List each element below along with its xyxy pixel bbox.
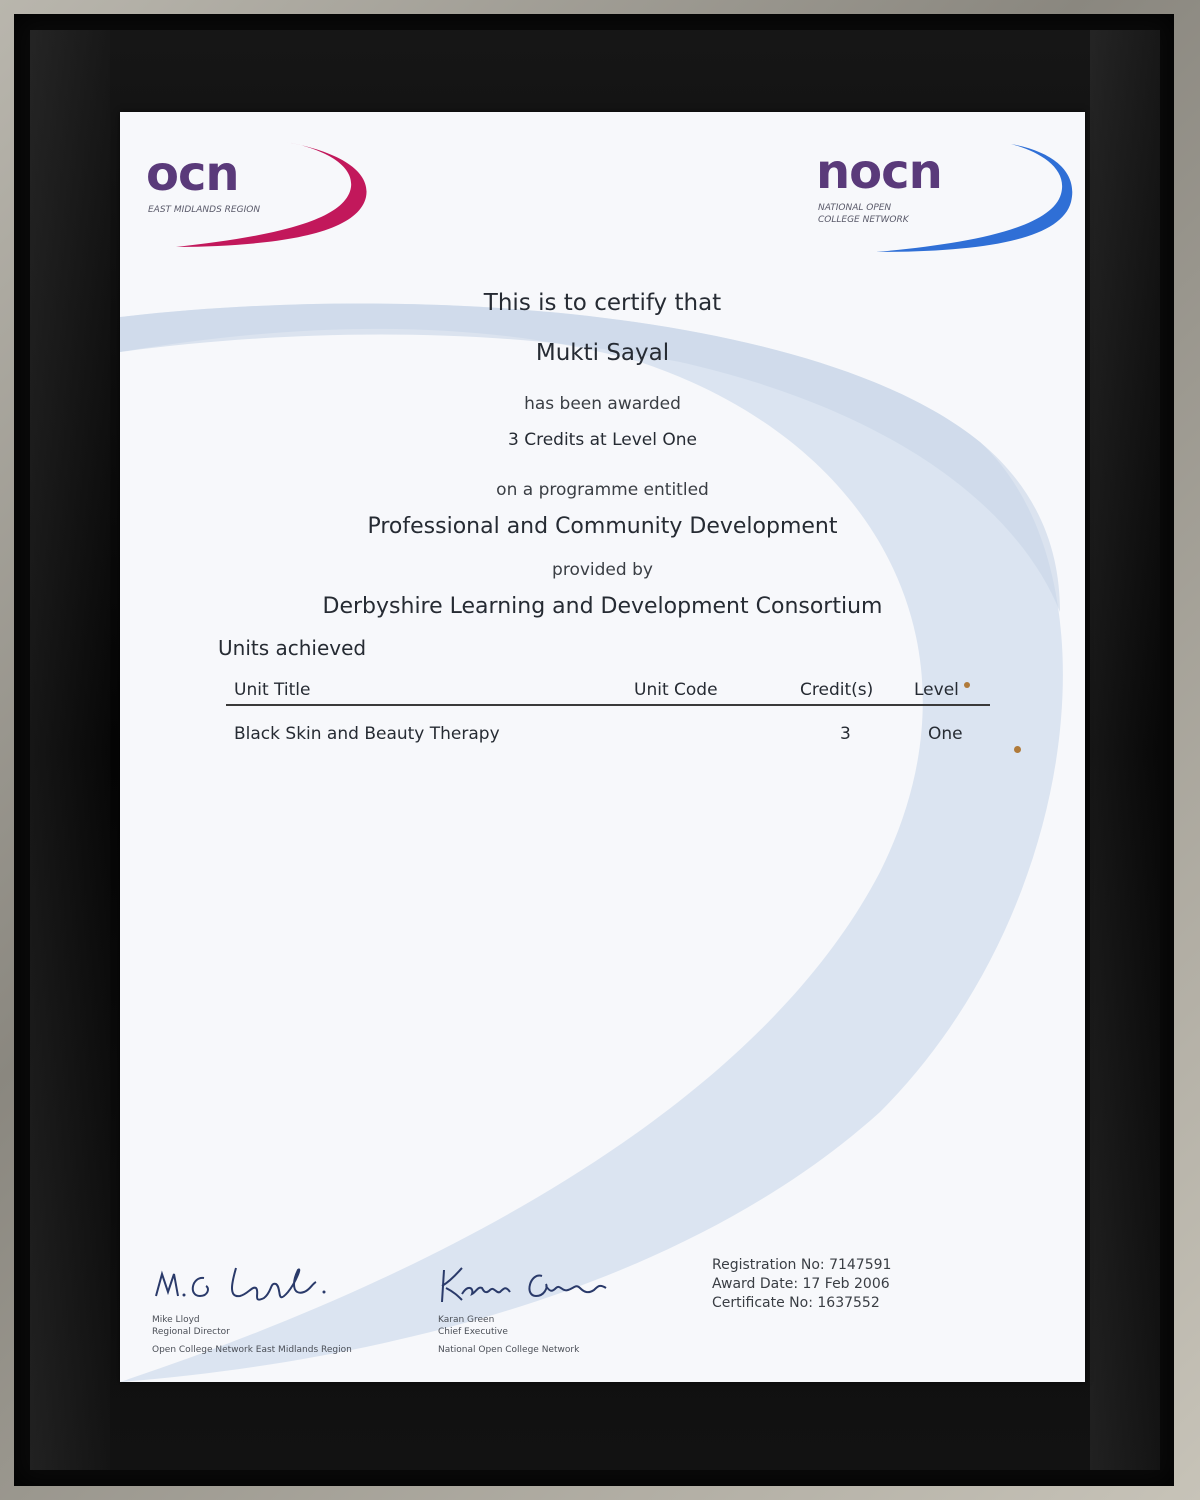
signature-karan-green	[438, 1262, 618, 1312]
certify-intro: This is to certify that	[483, 290, 722, 316]
registration-number: Registration No: 7147591	[712, 1257, 892, 1273]
programme-intro: on a programme entitled	[496, 480, 709, 500]
table-row	[226, 706, 990, 746]
provider-name: Derbyshire Learning and Development Consortium	[322, 594, 883, 619]
signatory-1-role: Regional Director	[152, 1327, 230, 1337]
signatory-1-name: Mike Lloyd	[152, 1315, 200, 1325]
certificate-paper	[120, 112, 1085, 1382]
registration-details	[712, 1256, 891, 1313]
unit-credits-cell: 3	[840, 724, 851, 744]
awarded-text: has been awarded	[524, 394, 681, 414]
unit-title-cell: Black Skin and Beauty Therapy	[234, 724, 500, 744]
award-date: Award Date: 17 Feb 2006	[712, 1276, 890, 1292]
unit-level-cell: One	[928, 724, 963, 744]
paper-speck	[1014, 746, 1021, 753]
frame-reflection-left	[30, 30, 110, 1470]
nocn-logo-subtitle-2: COLLEGE NETWORK	[818, 215, 909, 225]
programme-title: Professional and Community Development	[367, 514, 838, 539]
column-unit-code: Unit Code	[634, 680, 718, 700]
signatory-2-org: National Open College Network	[438, 1345, 580, 1355]
units-table	[226, 678, 990, 746]
certificate-number: Certificate No: 1637552	[712, 1295, 880, 1311]
signatory-1-org: Open College Network East Midlands Region	[152, 1345, 352, 1355]
credits-awarded: 3 Credits at Level One	[508, 430, 697, 450]
column-unit-title: Unit Title	[234, 680, 311, 700]
units-heading: Units achieved	[218, 636, 367, 660]
frame-reflection-right	[1090, 30, 1160, 1470]
ocn-logo	[146, 142, 386, 252]
signatory-2	[438, 1262, 698, 1358]
signatory-2-name: Karan Green	[438, 1315, 495, 1325]
column-credits: Credit(s)	[800, 680, 874, 700]
signatory-2-role: Chief Executive	[438, 1327, 508, 1337]
ocn-logo-word: ocn	[146, 146, 239, 202]
column-level: Level	[914, 680, 959, 700]
nocn-logo	[816, 144, 1076, 254]
recipient-name: Mukti Sayal	[535, 340, 670, 366]
nocn-logo-subtitle-1: NATIONAL OPEN	[818, 203, 892, 213]
paper-speck	[964, 682, 970, 688]
ocn-logo-subtitle: EAST MIDLANDS REGION	[148, 205, 261, 215]
units-table-header	[226, 678, 990, 706]
signature-mg-lloyd	[152, 1262, 332, 1312]
signatory-1	[152, 1262, 412, 1358]
nocn-logo-word: nocn	[816, 144, 942, 200]
provided-by-text: provided by	[552, 560, 653, 580]
